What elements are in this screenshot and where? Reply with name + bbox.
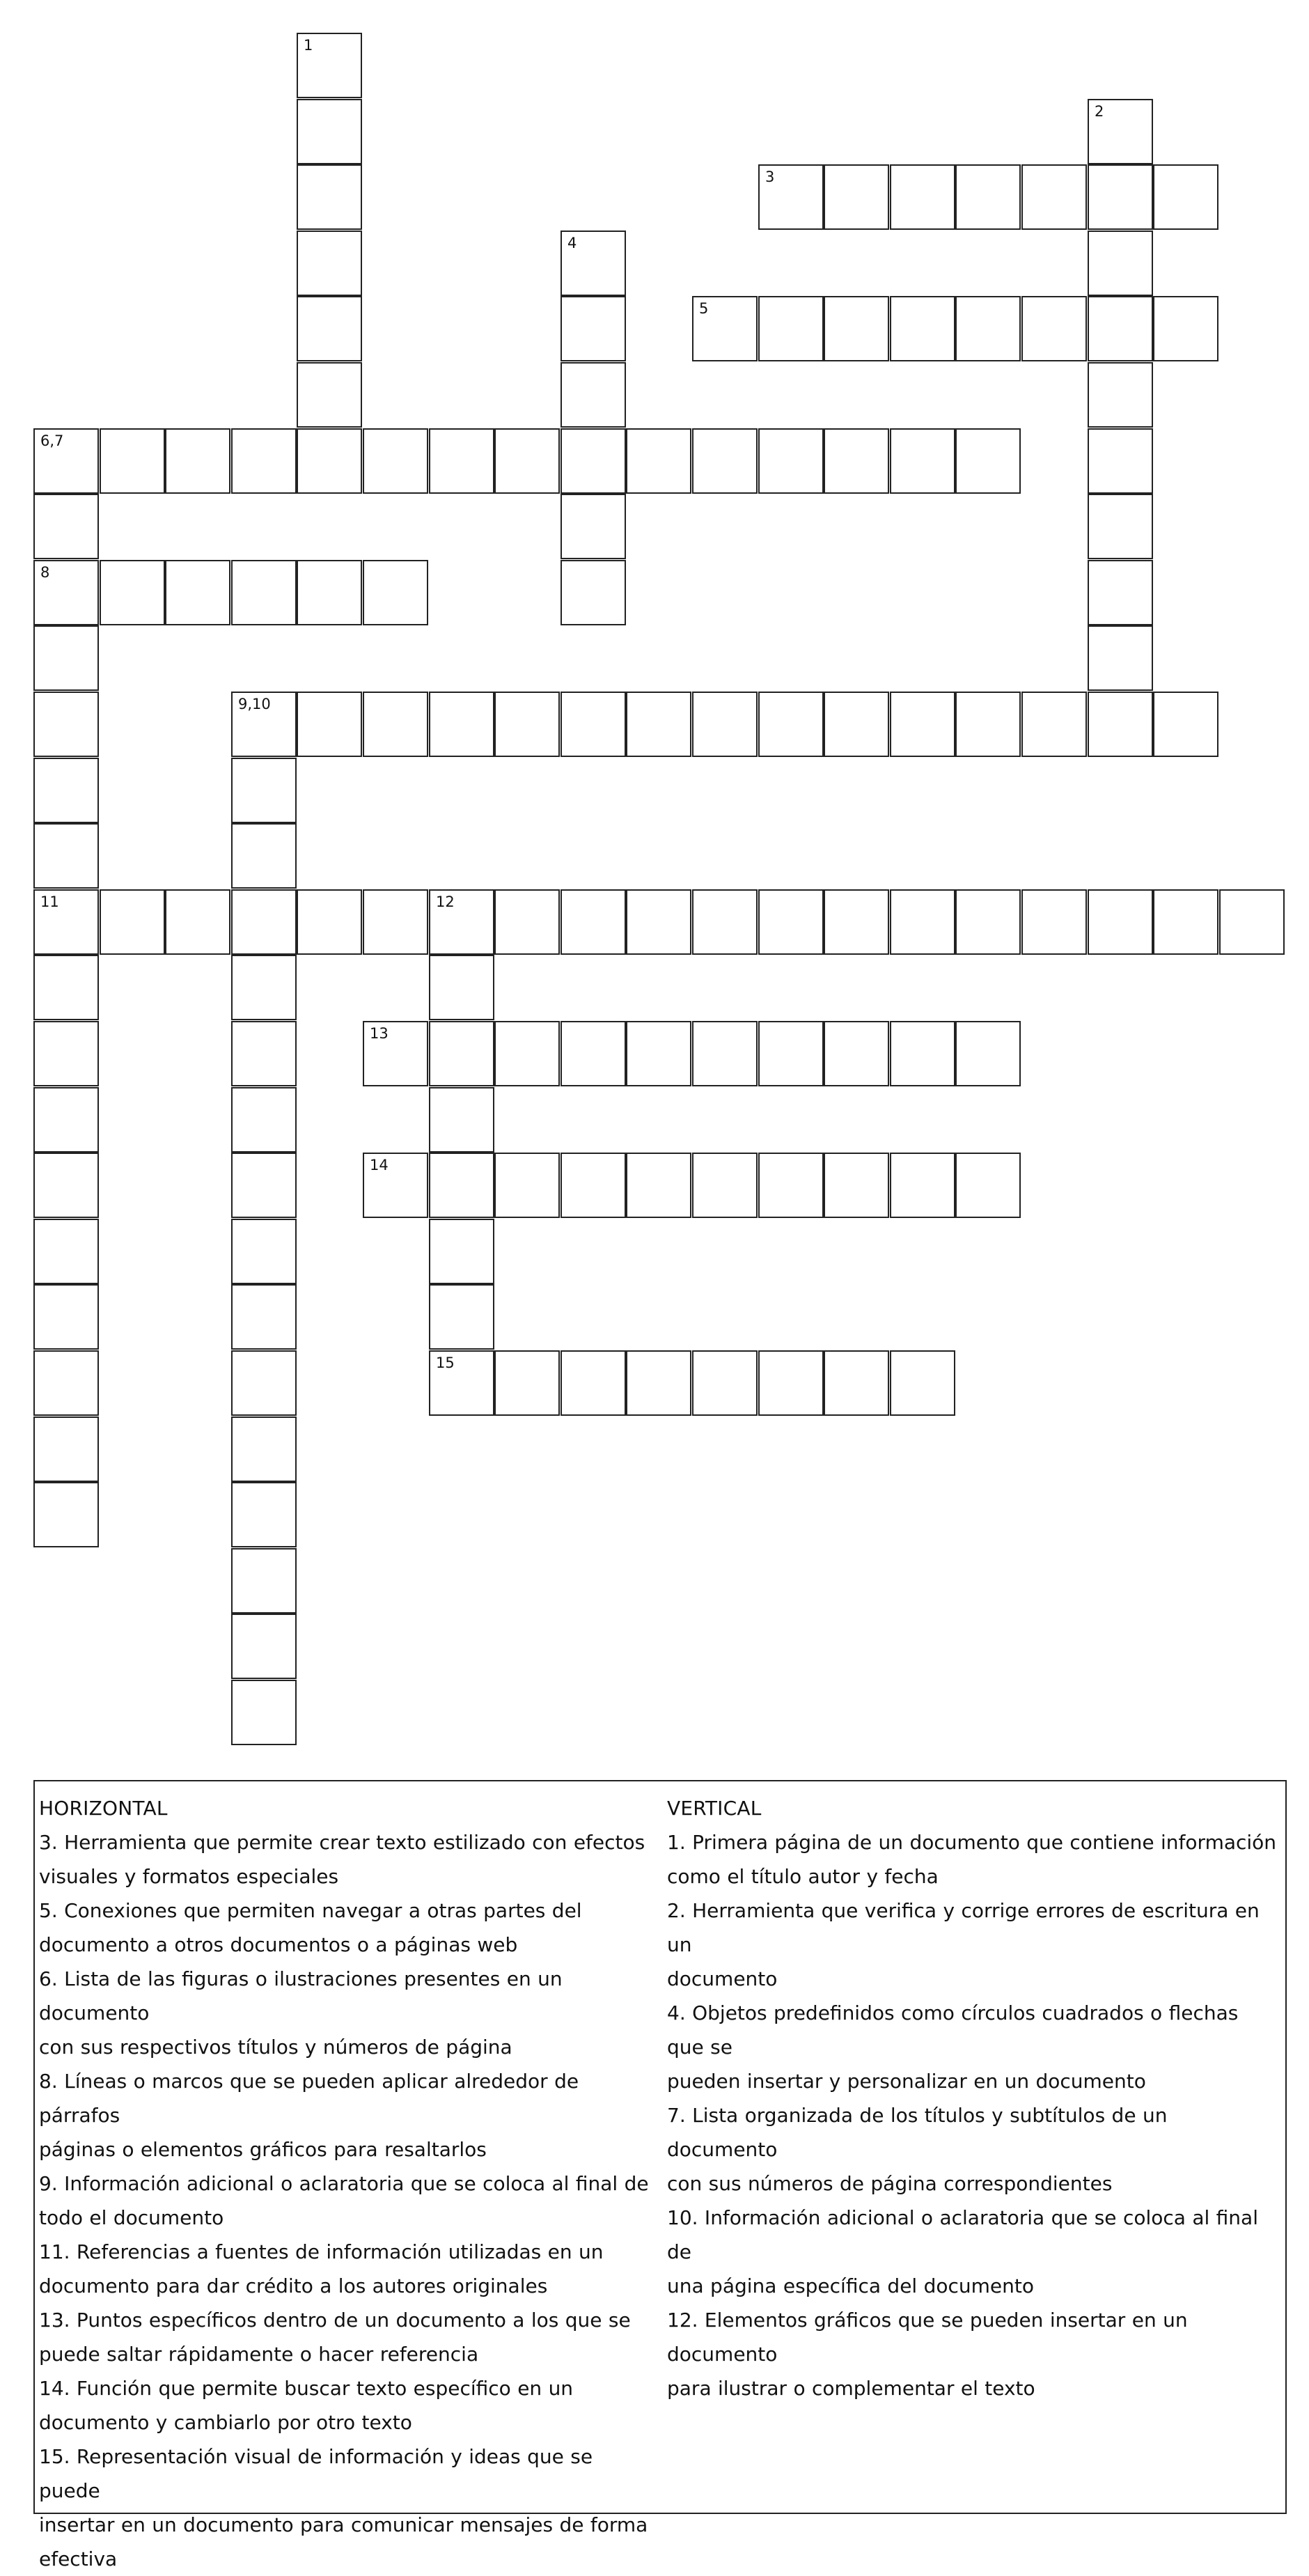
crossword-cell[interactable]: [561, 1153, 626, 1218]
crossword-cell[interactable]: [561, 231, 626, 296]
crossword-cell[interactable]: [494, 692, 560, 757]
crossword-cell[interactable]: [363, 560, 428, 625]
crossword-cell[interactable]: [890, 1153, 955, 1218]
crossword-cell[interactable]: [1021, 889, 1087, 955]
crossword-cell[interactable]: [494, 1350, 560, 1416]
crossword-cell[interactable]: [1153, 164, 1218, 230]
crossword-cell[interactable]: [692, 1350, 758, 1416]
crossword-cell[interactable]: [955, 164, 1021, 230]
crossword-cell[interactable]: [100, 428, 165, 494]
crossword-cell[interactable]: [955, 1153, 1021, 1218]
crossword-cell[interactable]: [890, 889, 955, 955]
crossword-cell[interactable]: [231, 1548, 297, 1614]
crossword-cell[interactable]: [824, 428, 889, 494]
crossword-cell[interactable]: [33, 1284, 99, 1350]
crossword-cell[interactable]: [297, 296, 362, 361]
crossword-cell[interactable]: [231, 758, 297, 823]
crossword-cell[interactable]: [1088, 164, 1153, 230]
clue-line: 9. Información adicional o aclaratoria que se coloca al final de: [39, 2172, 649, 2195]
crossword-cell[interactable]: [494, 1021, 560, 1086]
crossword-cell[interactable]: [890, 692, 955, 757]
crossword-cell[interactable]: [626, 889, 691, 955]
crossword-cell[interactable]: [231, 1614, 297, 1679]
crossword-cell[interactable]: [429, 1219, 494, 1284]
clue-line: 10. Información adicional o aclaratoria que se coloca al final de: [667, 2206, 1258, 2263]
crossword-cell[interactable]: [33, 1087, 99, 1153]
crossword-cell[interactable]: [231, 1087, 297, 1153]
crossword-cell[interactable]: [758, 889, 824, 955]
crossword-cell[interactable]: [297, 889, 362, 955]
clue-line: páginas o elementos gráficos para resaltarlos: [39, 2138, 487, 2161]
crossword-cell[interactable]: [1153, 296, 1218, 361]
clue-line: como el título autor y fecha: [667, 1865, 939, 1888]
crossword-cell[interactable]: [1088, 362, 1153, 428]
crossword-cell[interactable]: [955, 1021, 1021, 1086]
crossword-cell[interactable]: [429, 428, 494, 494]
crossword-cell[interactable]: [100, 889, 165, 955]
clue-line: documento para dar crédito a los autores originales: [39, 2274, 548, 2297]
crossword-cell[interactable]: [231, 823, 297, 889]
crossword-cell[interactable]: [165, 428, 230, 494]
crossword-cell[interactable]: [1153, 692, 1218, 757]
crossword-cell[interactable]: [363, 692, 428, 757]
crossword-cell[interactable]: [1088, 296, 1153, 361]
clue-number: 2: [1095, 103, 1104, 120]
crossword-cell[interactable]: [297, 99, 362, 164]
clue-number: 4: [567, 235, 577, 251]
clue-line: efectiva: [39, 2547, 118, 2570]
crossword-cell[interactable]: [231, 1482, 297, 1547]
clue-line: insertar en un documento para comunicar mensajes de forma: [39, 2513, 648, 2536]
crossword-cell[interactable]: [692, 692, 758, 757]
crossword-cell[interactable]: [429, 1284, 494, 1350]
crossword-cell[interactable]: [1088, 231, 1153, 296]
crossword-cell[interactable]: [165, 889, 230, 955]
crossword-cell[interactable]: [692, 889, 758, 955]
clue-line: 8. Líneas o marcos que se pueden aplicar alrededor de párrafos: [39, 2070, 579, 2127]
clue-number: 5: [699, 300, 709, 317]
crossword-cell[interactable]: [231, 560, 297, 625]
crossword-cell[interactable]: [890, 296, 955, 361]
clue-number: 14: [370, 1157, 389, 1173]
crossword-cell[interactable]: [561, 362, 626, 428]
crossword-cell[interactable]: [1021, 692, 1087, 757]
crossword-cell[interactable]: [33, 625, 99, 691]
crossword-cell[interactable]: [758, 1153, 824, 1218]
clue-number: 6,7: [40, 432, 64, 449]
crossword-cell[interactable]: [33, 1219, 99, 1284]
clue-number: 11: [40, 893, 59, 910]
crossword-cell[interactable]: [231, 1416, 297, 1482]
crossword-cell[interactable]: [429, 1087, 494, 1153]
crossword-cell[interactable]: [33, 1416, 99, 1482]
crossword-cell[interactable]: [561, 494, 626, 559]
crossword-cell[interactable]: [824, 692, 889, 757]
crossword-cell[interactable]: [626, 1021, 691, 1086]
crossword-cell[interactable]: [33, 560, 99, 625]
clue-line: 7. Lista organizada de los títulos y subtítulos de un documento: [667, 2104, 1168, 2161]
crossword-cell[interactable]: [363, 1153, 428, 1218]
crossword-cell[interactable]: [231, 1350, 297, 1416]
crossword-cell[interactable]: [890, 164, 955, 230]
crossword-cell[interactable]: [33, 428, 99, 494]
crossword-cell[interactable]: [1021, 296, 1087, 361]
crossword-cell[interactable]: [758, 428, 824, 494]
crossword-cell[interactable]: [494, 889, 560, 955]
crossword-cell[interactable]: [1088, 889, 1153, 955]
crossword-cell[interactable]: [363, 1021, 428, 1086]
crossword-cell[interactable]: [1153, 889, 1218, 955]
crossword-cell[interactable]: [1088, 428, 1153, 494]
crossword-cell[interactable]: [33, 955, 99, 1020]
crossword-cell[interactable]: [1021, 164, 1087, 230]
crossword-cell[interactable]: [824, 1153, 889, 1218]
crossword-cell[interactable]: [429, 1153, 494, 1218]
crossword-cell[interactable]: [626, 692, 691, 757]
crossword-cell[interactable]: [494, 428, 560, 494]
crossword-cell[interactable]: [955, 692, 1021, 757]
clue-line: 1. Primera página de un documento que contiene información: [667, 1831, 1277, 1854]
crossword-cell[interactable]: [297, 428, 362, 494]
clue-line: 3. Herramienta que permite crear texto estilizado con efectos: [39, 1831, 645, 1854]
crossword-cell[interactable]: [626, 428, 691, 494]
crossword-cell[interactable]: [494, 1153, 560, 1218]
crossword-cell[interactable]: [824, 1350, 889, 1416]
clue-line: 13. Puntos específicos dentro de un documento a los que se: [39, 2309, 631, 2332]
crossword-cell[interactable]: [297, 33, 362, 98]
clue-line: 2. Herramienta que verifica y corrige errores de escritura en un: [667, 1899, 1260, 1956]
clue-line: con sus números de página correspondientes: [667, 2172, 1113, 2195]
crossword-cell[interactable]: [297, 164, 362, 230]
clue-number: 8: [40, 564, 50, 581]
crossword-cell[interactable]: [231, 1284, 297, 1350]
crossword-cell[interactable]: [692, 428, 758, 494]
clue-number: 15: [436, 1355, 455, 1371]
crossword-cell[interactable]: [231, 1153, 297, 1218]
crossword-cell[interactable]: [561, 428, 626, 494]
crossword-cell[interactable]: [231, 1021, 297, 1086]
crossword-cell[interactable]: [231, 955, 297, 1020]
crossword-cell[interactable]: [890, 428, 955, 494]
crossword-cell[interactable]: [1088, 560, 1153, 625]
crossword-cell[interactable]: [429, 1021, 494, 1086]
crossword-cell[interactable]: [758, 1021, 824, 1086]
crossword-cell[interactable]: [231, 1219, 297, 1284]
crossword-cell[interactable]: [561, 889, 626, 955]
crossword-cell[interactable]: [955, 889, 1021, 955]
clue-line: 15. Representación visual de información y ideas que se puede: [39, 2445, 593, 2502]
crossword-cell[interactable]: [561, 1350, 626, 1416]
crossword-cell[interactable]: [33, 1482, 99, 1547]
clue-line: todo el documento: [39, 2206, 224, 2229]
crossword-cell[interactable]: [626, 1350, 691, 1416]
clue-line: documento y cambiarlo por otro texto: [39, 2411, 412, 2434]
crossword-cell[interactable]: [890, 1021, 955, 1086]
crossword-cell[interactable]: [297, 560, 362, 625]
crossword-cell[interactable]: [297, 692, 362, 757]
crossword-cell[interactable]: [561, 1021, 626, 1086]
crossword-cell[interactable]: [231, 692, 297, 757]
crossword-cell[interactable]: [429, 692, 494, 757]
clue-number: 12: [436, 893, 455, 910]
clue-line: puede saltar rápidamente o hacer referencia: [39, 2343, 479, 2366]
crossword-cell[interactable]: [33, 1350, 99, 1416]
crossword-cell[interactable]: [758, 692, 824, 757]
clue-line: 11. Referencias a fuentes de información utilizadas en un: [39, 2240, 604, 2263]
crossword-cell[interactable]: [561, 560, 626, 625]
crossword-cell[interactable]: [363, 889, 428, 955]
crossword-cell[interactable]: [429, 955, 494, 1020]
crossword-cell[interactable]: [692, 296, 758, 361]
crossword-cell[interactable]: [429, 889, 494, 955]
crossword-cell[interactable]: [1088, 625, 1153, 691]
clue-line: visuales y formatos especiales: [39, 1865, 339, 1888]
crossword-cell[interactable]: [297, 231, 362, 296]
crossword-cell[interactable]: [824, 296, 889, 361]
crossword-cell[interactable]: [824, 889, 889, 955]
clue-line: 14. Función que permite buscar texto específico en un: [39, 2377, 574, 2400]
vertical-clues: [667, 1791, 1280, 2405]
clue-number: 13: [370, 1025, 389, 1042]
crossword-cell[interactable]: [231, 889, 297, 955]
crossword-cell[interactable]: [1088, 692, 1153, 757]
clue-line: 12. Elementos gráficos que se pueden insertar en un documento: [667, 2309, 1188, 2366]
clue-line: 6. Lista de las figuras o ilustraciones presentes en un documento: [39, 1967, 563, 2024]
clue-number: 9,10: [238, 696, 271, 712]
crossword-cell[interactable]: [1088, 99, 1153, 164]
clue-line: documento: [667, 1967, 778, 1990]
crossword-cell[interactable]: [33, 692, 99, 757]
crossword-cell[interactable]: [231, 428, 297, 494]
crossword-cell[interactable]: [955, 296, 1021, 361]
crossword-cell[interactable]: [561, 692, 626, 757]
crossword-cell[interactable]: [824, 164, 889, 230]
crossword-cell[interactable]: [758, 1350, 824, 1416]
clue-line: con sus respectivos títulos y números de página: [39, 2036, 512, 2059]
crossword-cell[interactable]: [165, 560, 230, 625]
horizontal-clues: [39, 1791, 652, 2576]
crossword-cell[interactable]: [33, 823, 99, 889]
clue-box: [33, 1780, 1287, 2570]
crossword-cell[interactable]: [231, 1680, 297, 1745]
crossword-cell[interactable]: [561, 296, 626, 361]
crossword-cell[interactable]: [758, 164, 824, 230]
clue-line: para ilustrar o complementar el texto: [667, 2377, 1035, 2400]
crossword-cell[interactable]: [692, 1021, 758, 1086]
crossword-cell[interactable]: [824, 1021, 889, 1086]
crossword-cell[interactable]: [33, 758, 99, 823]
crossword-cell[interactable]: [626, 1153, 691, 1218]
horizontal-heading: HORIZONTAL: [39, 1797, 168, 1820]
crossword-cell[interactable]: [1219, 889, 1285, 955]
crossword-cell[interactable]: [955, 428, 1021, 494]
clue-line: pueden insertar y personalizar en un documento: [667, 2070, 1146, 2093]
crossword-cell[interactable]: [890, 1350, 955, 1416]
crossword-cell[interactable]: [100, 560, 165, 625]
clue-line: una página específica del documento: [667, 2274, 1034, 2297]
crossword-cell[interactable]: [692, 1153, 758, 1218]
clue-line: 4. Objetos predefinidos como círculos cuadrados o flechas que se: [667, 2001, 1239, 2059]
clue-line: documento a otros documentos o a páginas web: [39, 1933, 518, 1956]
crossword-cell[interactable]: [363, 428, 428, 494]
clue-number: 3: [765, 169, 775, 185]
crossword-cell[interactable]: [33, 889, 99, 955]
vertical-heading: VERTICAL: [667, 1797, 762, 1820]
clue-number: 1: [304, 37, 313, 54]
crossword-cell[interactable]: [429, 1350, 494, 1416]
crossword-cell[interactable]: [33, 494, 99, 559]
crossword-cell[interactable]: [33, 1021, 99, 1086]
crossword-cell[interactable]: [758, 296, 824, 361]
crossword-cell[interactable]: [297, 362, 362, 428]
clue-line: 5. Conexiones que permiten navegar a otras partes del: [39, 1899, 582, 1922]
crossword-cell[interactable]: [1088, 494, 1153, 559]
crossword-cell[interactable]: [33, 1153, 99, 1218]
